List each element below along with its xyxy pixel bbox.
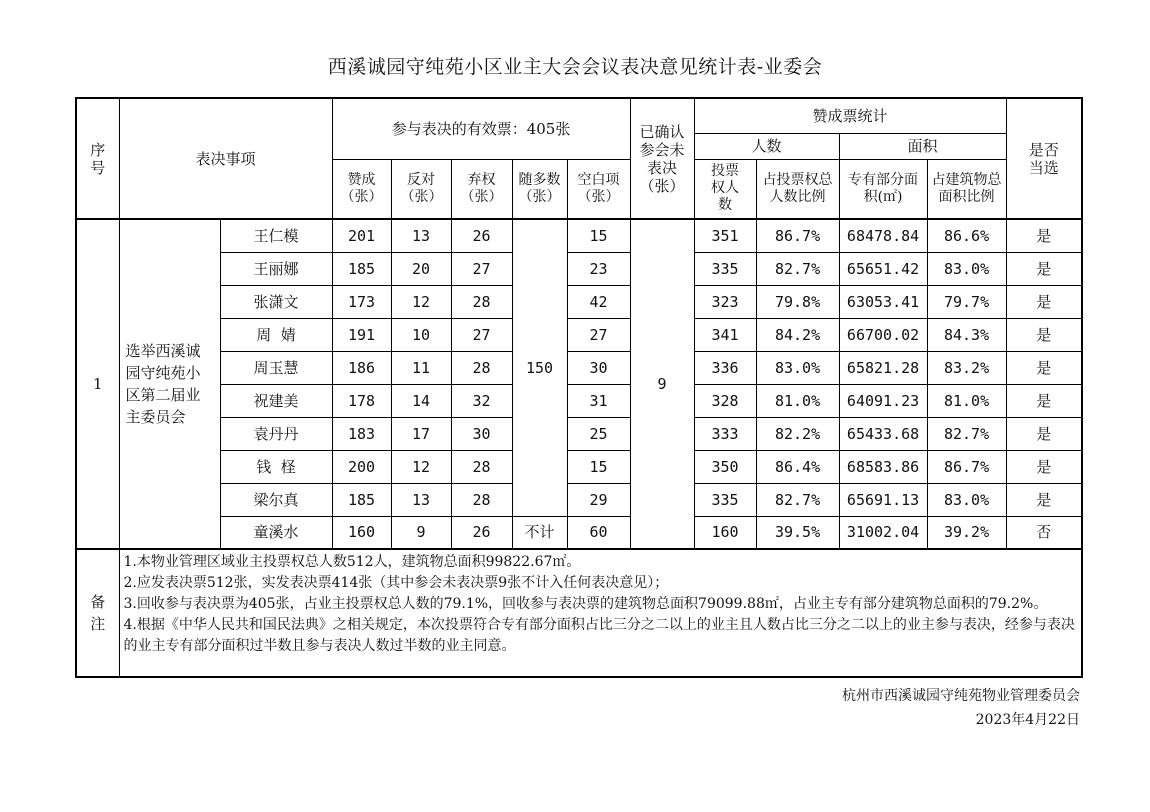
table-row	[76, 516, 1082, 549]
footer-org: 杭州市西溪诚园守纯苑物业管理委员会	[842, 688, 1080, 704]
confirmed-not-voted-count: 9	[630, 219, 694, 549]
table-row	[76, 351, 1082, 384]
table-row	[76, 285, 1082, 318]
table-row	[76, 252, 1082, 285]
voters-count: 333	[694, 417, 756, 450]
elected-status: 是	[1006, 450, 1082, 483]
voters-count: 160	[694, 516, 756, 549]
oppose-count: 11	[391, 351, 451, 384]
follow-majority-count: 不计	[512, 516, 567, 549]
elected-status: 是	[1006, 483, 1082, 516]
blank-count: 42	[567, 285, 630, 318]
oppose-count: 20	[391, 252, 451, 285]
oppose-count: 14	[391, 384, 451, 417]
header-area-ratio: 占建筑物总面积比例	[927, 159, 1006, 219]
approve-count: 178	[332, 384, 391, 417]
voters-count: 323	[694, 285, 756, 318]
exclusive-area: 31002.04	[839, 516, 927, 549]
elected-status: 是	[1006, 219, 1082, 252]
follow-majority-count: 150	[512, 219, 567, 516]
note-item: 3.回收参与表决票为405张，占业主投票权总人数的79.1%，回收参与表决票的建筑物总面积79099.88㎡，占业主专有部分建筑物总面积的79.2%。	[123, 596, 1048, 612]
candidate-name: 王丽娜	[220, 252, 332, 285]
voter-ratio: 83.0%	[756, 351, 839, 384]
area-ratio: 82.7%	[927, 417, 1006, 450]
blank-count: 30	[567, 351, 630, 384]
blank-count: 27	[567, 318, 630, 351]
header-voter-ratio: 占投票权总人数比例	[756, 159, 839, 219]
candidate-name: 张潇文	[220, 285, 332, 318]
oppose-count: 12	[391, 450, 451, 483]
exclusive-area: 63053.41	[839, 285, 927, 318]
item-name: 选举西溪诚园守纯苑小区第二届业主委员会	[119, 219, 220, 549]
header-people: 人数	[694, 133, 839, 159]
header-exclusive-area: 专有部分面积(㎡)	[839, 159, 927, 219]
blank-count: 60	[567, 516, 630, 549]
header-approval-stats: 赞成票统计	[694, 98, 1006, 133]
exclusive-area: 65821.28	[839, 351, 927, 384]
header-seq: 序号	[76, 98, 119, 219]
notes-row	[76, 549, 1082, 677]
voter-ratio: 39.5%	[756, 516, 839, 549]
notes-label: 备注	[76, 549, 119, 677]
table-row	[76, 384, 1082, 417]
candidate-name: 周玉慧	[220, 351, 332, 384]
voters-count: 351	[694, 219, 756, 252]
candidate-name: 袁丹丹	[220, 417, 332, 450]
abstain-count: 30	[451, 417, 512, 450]
header-voters: 投票权人数	[694, 159, 756, 219]
header-area: 面积	[839, 133, 1006, 159]
voter-ratio: 82.7%	[756, 252, 839, 285]
table-row	[76, 219, 1082, 252]
approve-count: 185	[332, 483, 391, 516]
area-ratio: 84.3%	[927, 318, 1006, 351]
approve-count: 201	[332, 219, 391, 252]
voter-ratio: 82.7%	[756, 483, 839, 516]
abstain-count: 27	[451, 318, 512, 351]
header-abstain: 弃权（张）	[451, 159, 512, 219]
oppose-count: 13	[391, 483, 451, 516]
candidate-name: 周 婧	[220, 318, 332, 351]
approve-count: 200	[332, 450, 391, 483]
area-ratio: 83.0%	[927, 252, 1006, 285]
approve-count: 173	[332, 285, 391, 318]
oppose-count: 12	[391, 285, 451, 318]
approve-count: 185	[332, 252, 391, 285]
elected-status: 是	[1006, 285, 1082, 318]
blank-count: 15	[567, 450, 630, 483]
exclusive-area: 68583.86	[839, 450, 927, 483]
voters-count: 341	[694, 318, 756, 351]
abstain-count: 32	[451, 384, 512, 417]
exclusive-area: 65651.42	[839, 252, 927, 285]
elected-status: 是	[1006, 351, 1082, 384]
approve-count: 191	[332, 318, 391, 351]
item-no: 1	[76, 219, 119, 549]
approve-count: 183	[332, 417, 391, 450]
header-item: 表决事项	[119, 98, 332, 219]
abstain-count: 28	[451, 483, 512, 516]
voters-count: 336	[694, 351, 756, 384]
oppose-count: 13	[391, 219, 451, 252]
approve-count: 186	[332, 351, 391, 384]
header-confirmed-not-voted: 已确认参会未表决（张）	[630, 98, 694, 219]
voter-ratio: 82.2%	[756, 417, 839, 450]
abstain-count: 28	[451, 351, 512, 384]
header-follow-majority: 随多数（张）	[512, 159, 567, 219]
header-elected: 是否当选	[1006, 98, 1082, 219]
exclusive-area: 68478.84	[839, 219, 927, 252]
exclusive-area: 65433.68	[839, 417, 927, 450]
footer-date: 2023年4月22日	[975, 712, 1080, 728]
exclusive-area: 65691.13	[839, 483, 927, 516]
area-ratio: 79.7%	[927, 285, 1006, 318]
voter-ratio: 84.2%	[756, 318, 839, 351]
area-ratio: 86.7%	[927, 450, 1006, 483]
oppose-count: 9	[391, 516, 451, 549]
elected-status: 是	[1006, 318, 1082, 351]
header-blank: 空白项（张）	[567, 159, 630, 219]
blank-count: 31	[567, 384, 630, 417]
table-row	[76, 450, 1082, 483]
voter-ratio: 79.8%	[756, 285, 839, 318]
oppose-count: 17	[391, 417, 451, 450]
table-row	[76, 318, 1082, 351]
oppose-count: 10	[391, 318, 451, 351]
abstain-count: 28	[451, 450, 512, 483]
voter-ratio: 86.7%	[756, 219, 839, 252]
elected-status: 是	[1006, 384, 1082, 417]
voter-ratio: 86.4%	[756, 450, 839, 483]
area-ratio: 86.6%	[927, 219, 1006, 252]
abstain-count: 26	[451, 219, 512, 252]
candidate-name: 王仁模	[220, 219, 332, 252]
approve-count: 160	[332, 516, 391, 549]
candidate-name: 童溪水	[220, 516, 332, 549]
blank-count: 23	[567, 252, 630, 285]
page-title: 西溪诚园守纯苑小区业主大会会议表决意见统计表-业委会	[327, 56, 823, 78]
abstain-count: 26	[451, 516, 512, 549]
area-ratio: 83.2%	[927, 351, 1006, 384]
elected-status: 是	[1006, 252, 1082, 285]
table-row	[76, 483, 1082, 516]
voters-count: 328	[694, 384, 756, 417]
area-ratio: 39.2%	[927, 516, 1006, 549]
vote-statistics-table	[75, 97, 1083, 678]
exclusive-area: 66700.02	[839, 318, 927, 351]
blank-count: 29	[567, 483, 630, 516]
area-ratio: 83.0%	[927, 483, 1006, 516]
exclusive-area: 64091.23	[839, 384, 927, 417]
header-approve: 赞成（张）	[332, 159, 391, 219]
area-ratio: 81.0%	[927, 384, 1006, 417]
abstain-count: 27	[451, 252, 512, 285]
elected-status: 是	[1006, 417, 1082, 450]
abstain-count: 28	[451, 285, 512, 318]
notes-content	[119, 549, 1082, 677]
voters-count: 335	[694, 483, 756, 516]
note-item: 1.本物业管理区域业主投票权总人数512人，建筑物总面积99822.67㎡。	[123, 554, 581, 570]
candidate-name: 祝建美	[220, 384, 332, 417]
table-row	[76, 417, 1082, 450]
voters-count: 350	[694, 450, 756, 483]
candidate-name: 钱 柽	[220, 450, 332, 483]
header-oppose: 反对（张）	[391, 159, 451, 219]
elected-status: 否	[1006, 516, 1082, 549]
blank-count: 15	[567, 219, 630, 252]
candidate-name: 梁尔真	[220, 483, 332, 516]
voter-ratio: 81.0%	[756, 384, 839, 417]
note-item: 2.应发表决票512张，实发表决票414张（其中参会未表决票9张不计入任何表决意见）；	[123, 575, 669, 591]
note-item: 4.根据《中华人民共和国民法典》之相关规定，本次投票符合专有部分面积占比三分之二以上的业主且人数占比三分之二以上的业主参与表决，经参与表决的业主专有部分面积过半数且参与表决人数过半数的业主同意。	[123, 617, 1075, 654]
voters-count: 335	[694, 252, 756, 285]
header-valid-votes: 参与表决的有效票：405张	[332, 98, 630, 159]
blank-count: 25	[567, 417, 630, 450]
